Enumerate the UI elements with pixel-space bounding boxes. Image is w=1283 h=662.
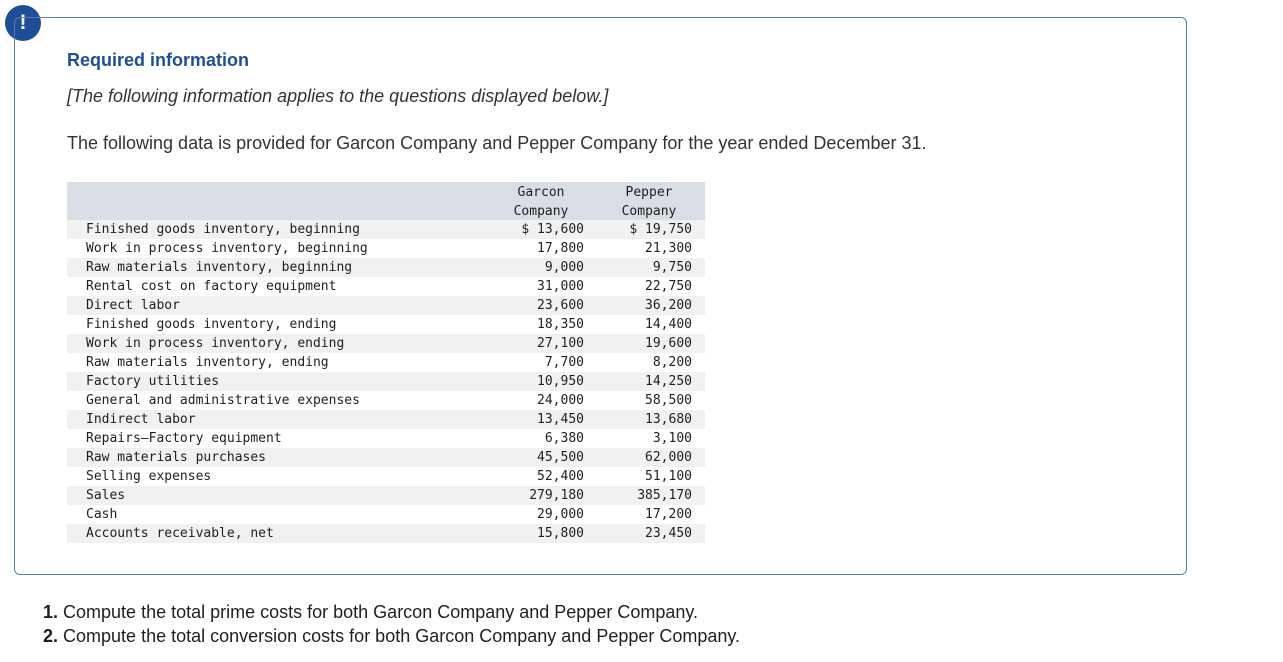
column-header-garcon-line1: Garcon <box>517 185 565 200</box>
pepper-value: 36,200 <box>645 298 692 313</box>
table-header <box>67 182 705 220</box>
table-row <box>67 258 705 277</box>
table-body <box>67 220 705 543</box>
question-1-number: 1. <box>43 602 59 622</box>
row-label: General and administrative expenses <box>86 393 360 408</box>
pepper-value: 17,200 <box>645 507 692 522</box>
row-label: Finished goods inventory, ending <box>86 317 337 332</box>
garcon-value: 7,700 <box>544 355 584 370</box>
table-row <box>67 277 705 296</box>
question-1 <box>43 600 740 624</box>
pepper-value: 23,450 <box>645 526 692 541</box>
questions-list <box>43 600 740 648</box>
row-label: Finished goods inventory, beginning <box>86 222 360 237</box>
pepper-value: 13,680 <box>645 412 692 427</box>
garcon-value: 31,000 <box>537 279 584 294</box>
table-row <box>67 505 705 524</box>
table-row <box>67 220 705 239</box>
garcon-value: 27,100 <box>537 336 584 351</box>
question-2-text: Compute the total conversion costs for both Garcon Company and Pepper Company. <box>63 626 741 646</box>
pepper-value: 21,300 <box>645 241 692 256</box>
table-row <box>67 486 705 505</box>
column-header-garcon <box>491 183 591 221</box>
pepper-value: 3,100 <box>652 431 692 446</box>
pepper-value: 51,100 <box>645 469 692 484</box>
garcon-value: 18,350 <box>537 317 584 332</box>
column-header-pepper-line1: Pepper <box>625 185 673 200</box>
pepper-value: 385,170 <box>637 488 692 503</box>
table-row <box>67 353 705 372</box>
row-label: Selling expenses <box>86 469 212 484</box>
garcon-value: 29,000 <box>537 507 584 522</box>
row-label: Raw materials purchases <box>86 450 267 465</box>
row-label: Accounts receivable, net <box>86 526 274 541</box>
row-label: Work in process inventory, ending <box>86 336 345 351</box>
question-2-number: 2. <box>43 626 59 646</box>
garcon-value: 13,450 <box>537 412 584 427</box>
pepper-value: $ 19,750 <box>629 222 692 237</box>
row-label: Cash <box>86 507 118 522</box>
table-row <box>67 372 705 391</box>
cost-data-table <box>67 182 705 543</box>
table-row <box>67 524 705 543</box>
garcon-value: 17,800 <box>537 241 584 256</box>
alert-icon: ! <box>5 5 41 41</box>
intro-text: The following data is provided for Garcon Company and Pepper Company for the year ended December 31. <box>67 133 927 153</box>
pepper-value: 19,600 <box>645 336 692 351</box>
question-1-text: Compute the total prime costs for both Garcon Company and Pepper Company. <box>63 602 699 622</box>
table-row <box>67 448 705 467</box>
garcon-value: 10,950 <box>537 374 584 389</box>
column-header-pepper <box>599 183 699 221</box>
garcon-value: 9,000 <box>544 260 584 275</box>
row-label: Raw materials inventory, beginning <box>86 260 353 275</box>
pepper-value: 62,000 <box>645 450 692 465</box>
pepper-value: 58,500 <box>645 393 692 408</box>
row-label: Work in process inventory, beginning <box>86 241 368 256</box>
row-label: Raw materials inventory, ending <box>86 355 329 370</box>
garcon-value: 45,500 <box>537 450 584 465</box>
garcon-value: $ 13,600 <box>521 222 584 237</box>
garcon-value: 23,600 <box>537 298 584 313</box>
table-row <box>67 315 705 334</box>
garcon-value: 24,000 <box>537 393 584 408</box>
row-label: Repairs—Factory equipment <box>86 431 282 446</box>
garcon-value: 6,380 <box>544 431 584 446</box>
row-label: Direct labor <box>86 298 180 313</box>
table-row <box>67 391 705 410</box>
column-header-pepper-line2: Company <box>621 204 677 219</box>
garcon-value: 279,180 <box>529 488 584 503</box>
row-label: Factory utilities <box>86 374 220 389</box>
pepper-value: 22,750 <box>645 279 692 294</box>
pepper-value: 14,250 <box>645 374 692 389</box>
required-information-title: Required information <box>67 50 250 70</box>
garcon-value: 15,800 <box>537 526 584 541</box>
table-row <box>67 296 705 315</box>
pepper-value: 14,400 <box>645 317 692 332</box>
table-row <box>67 467 705 486</box>
table-row <box>67 410 705 429</box>
table-row <box>67 334 705 353</box>
table-row <box>67 429 705 448</box>
pepper-value: 9,750 <box>652 260 692 275</box>
row-label: Rental cost on factory equipment <box>86 279 337 294</box>
garcon-value: 52,400 <box>537 469 584 484</box>
question-2 <box>43 624 740 648</box>
row-label: Indirect labor <box>86 412 196 427</box>
row-label: Sales <box>86 488 126 503</box>
table-row <box>67 239 705 258</box>
column-header-garcon-line2: Company <box>513 204 569 219</box>
applies-note: [The following information applies to the questions displayed below.] <box>67 86 609 106</box>
pepper-value: 8,200 <box>652 355 692 370</box>
